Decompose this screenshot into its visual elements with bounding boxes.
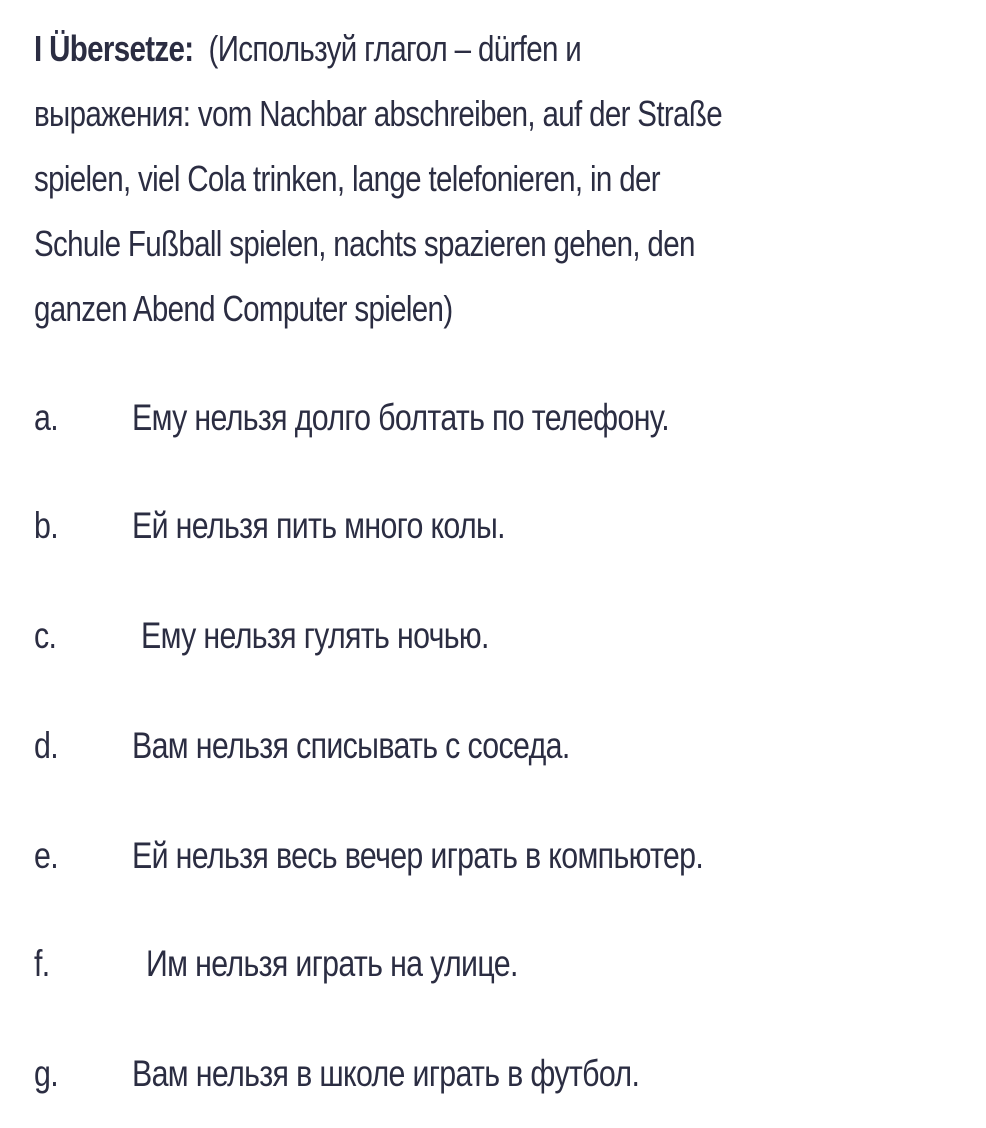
item-text: Ему нельзя гулять ночью. [141, 615, 489, 656]
item-letter: a. [34, 397, 58, 438]
list-item-c [34, 606, 974, 666]
item-letter: g. [34, 1053, 58, 1094]
instruction-line-4: Schule Fußball spielen, nachts spazieren gehen, den [34, 223, 695, 264]
exercise-heading: I Übersetze: [34, 28, 194, 69]
list-item-f [34, 934, 974, 994]
item-text: Им нельзя играть на улице. [146, 943, 518, 984]
item-letter: f. [34, 943, 50, 984]
list-item-e [34, 826, 974, 886]
item-text: Ему нельзя долго болтать по телефону. [132, 397, 670, 438]
item-text: Вам нельзя в школе играть в футбол. [132, 1053, 640, 1094]
list-item-b [34, 496, 974, 556]
item-text: Ей нельзя весь вечер играть в компьютер. [132, 835, 704, 876]
instruction-text: (Используй глагол – dürfen и [208, 28, 582, 69]
instruction-line-3: spielen, viel Cola trinken, lange telefonieren, in der [34, 158, 660, 199]
item-letter: e. [34, 835, 58, 876]
item-letter: c. [34, 615, 57, 656]
instruction-line-5: ganzen Abend Computer spielen) [34, 288, 453, 329]
list-item-a [34, 388, 974, 448]
item-letter: b. [34, 505, 58, 546]
item-text: Ей нельзя пить много колы. [132, 505, 505, 546]
item-letter: d. [34, 725, 58, 766]
instruction-line-2: выражения: vom Nachbar abschreiben, auf der Straße [34, 93, 722, 134]
item-text: Вам нельзя списывать с соседа. [132, 725, 570, 766]
list-item-g [34, 1044, 974, 1104]
list-item-d [34, 716, 974, 776]
